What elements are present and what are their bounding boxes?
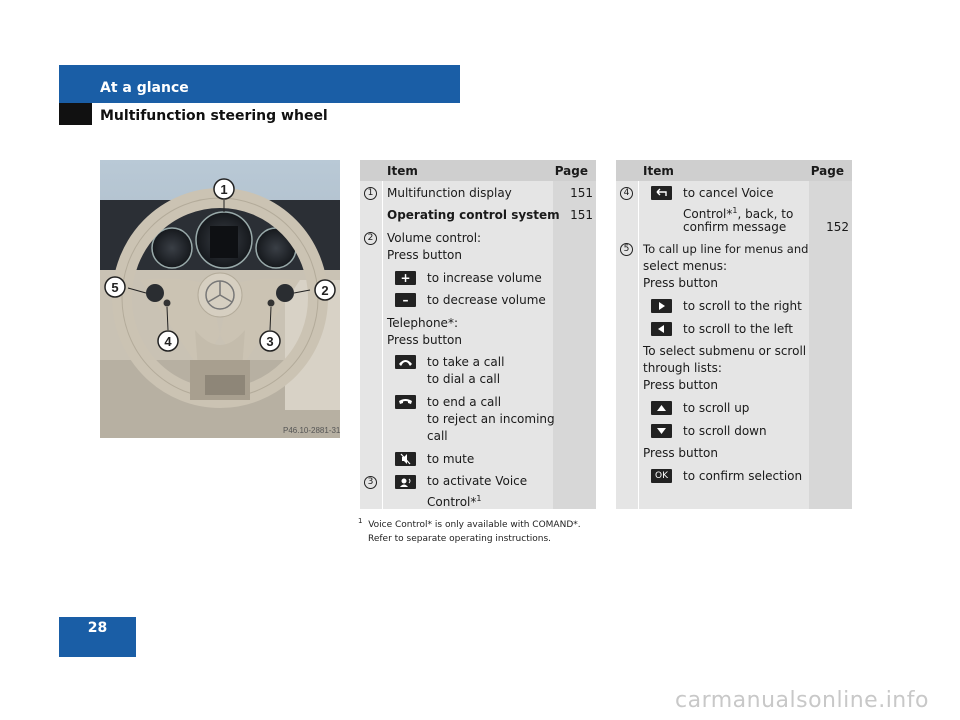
phone-hangup-icon <box>395 395 416 409</box>
callout-2-label: 2 <box>321 283 329 298</box>
confirm-selection-text: to confirm selection <box>683 469 803 483</box>
photo-caption: P46.10-2881-31 <box>283 426 340 435</box>
back-icon <box>651 186 672 200</box>
page-column <box>553 181 596 509</box>
increase-volume-text: to increase volume <box>427 271 542 285</box>
mute-text: to mute <box>427 452 475 466</box>
col-item: Item <box>643 164 674 178</box>
volume-press: Press button <box>387 248 462 262</box>
through-lists-text: through lists: <box>643 361 722 375</box>
col-item: Item <box>387 164 418 178</box>
arrow-up-icon <box>651 401 672 415</box>
press-button-text: Press button <box>643 276 718 290</box>
table-header <box>616 160 852 181</box>
voice-control-icon <box>395 475 416 489</box>
decrease-volume-text: to decrease volume <box>427 293 546 307</box>
voice-control-text: Control*$^1$ <box>427 494 482 509</box>
submenu-text: To select submenu or scroll <box>643 344 807 358</box>
table-header <box>360 160 596 181</box>
volume-label: Volume control: <box>387 231 482 245</box>
select-menus-text: select menus: <box>643 259 728 273</box>
multifunction-display-text: Multifunction display <box>387 186 512 200</box>
take-call-text: to take a call <box>427 355 505 369</box>
page-number: 28 <box>59 617 136 657</box>
callout-3-label: 3 <box>266 334 274 349</box>
section-title: At a glance <box>100 80 189 96</box>
col-page: Page <box>810 164 844 178</box>
scroll-right-text: to scroll to the right <box>683 299 802 313</box>
end-call-text: to end a call <box>427 395 502 409</box>
press-button-text: Press button <box>643 378 718 392</box>
dial-call-text: to dial a call <box>427 372 501 386</box>
arrow-left-icon <box>651 322 672 336</box>
item-number-5: 5 <box>620 243 633 256</box>
callout-5-label: 5 <box>111 280 119 295</box>
minus-key-icon: – <box>395 293 416 307</box>
callout-1-label: 1 <box>220 182 228 197</box>
voice-activate-text: to activate Voice <box>427 474 528 488</box>
item-table-left <box>360 160 596 509</box>
footnote: $^1$ Voice Control* is only available with COMAND*. Refer to separate operating instructions. <box>358 517 581 544</box>
cancel-back-text: Control*$^1$, back, to <box>683 206 794 221</box>
item-table-right <box>616 160 852 509</box>
item-number-1: 1 <box>364 187 377 200</box>
confirm-message-text: confirm message <box>683 220 787 234</box>
callout-4-label: 4 <box>164 334 172 349</box>
arrow-down-icon <box>651 424 672 438</box>
scroll-left-text: to scroll to the left <box>683 322 794 336</box>
page-title: Multifunction steering wheel <box>100 108 328 124</box>
telephone-press: Press button <box>387 333 462 347</box>
phone-pickup-icon <box>395 355 416 369</box>
operating-system-text: Operating control system <box>387 208 560 222</box>
telephone-label: Telephone*: <box>387 316 458 330</box>
menu-call-text: To call up line for menus and <box>643 242 809 256</box>
item-number-3: 3 <box>364 476 377 489</box>
scroll-down-text: to scroll down <box>683 424 767 438</box>
scroll-up-text: to scroll up <box>683 401 750 415</box>
item-number-4: 4 <box>620 187 633 200</box>
cancel-voice-text: to cancel Voice <box>683 186 774 200</box>
page-ref: 152 <box>826 220 849 234</box>
plus-key-icon: + <box>395 271 416 285</box>
header-marker <box>59 103 92 125</box>
page-ref: 151 <box>570 186 593 200</box>
steering-wheel-photo <box>100 160 340 438</box>
ok-key-icon: OK <box>651 469 672 483</box>
item-number-2: 2 <box>364 232 377 245</box>
press-button-text: Press button <box>643 446 718 460</box>
mute-icon <box>395 452 416 466</box>
reject-call-text: to reject an incoming <box>427 412 555 426</box>
arrow-right-icon <box>651 299 672 313</box>
col-page: Page <box>554 164 588 178</box>
reject-call-text-2: call <box>427 429 448 443</box>
page-ref: 151 <box>570 208 593 222</box>
watermark: carmanualsonline.info <box>675 688 929 713</box>
